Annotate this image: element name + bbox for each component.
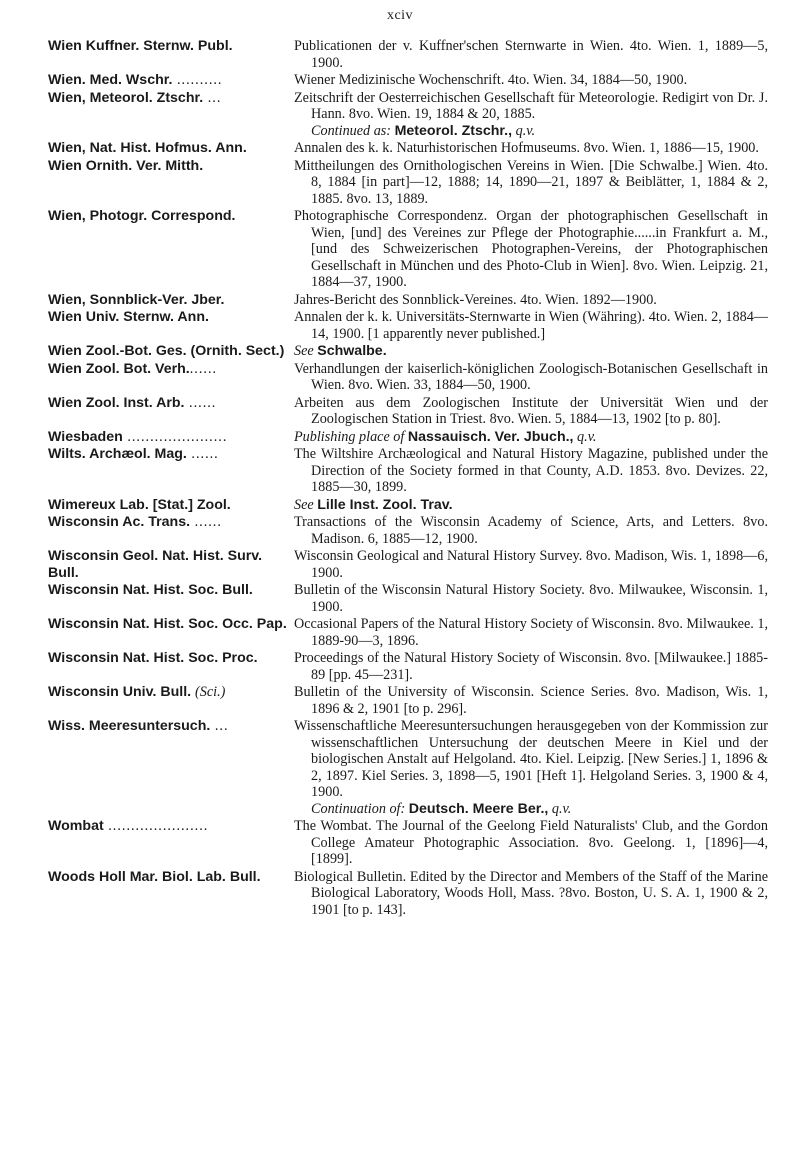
entry-abbreviation: Wisconsin Univ. Bull. (Sci.) — [48, 684, 226, 700]
entry-description: Verhandlungen der kaiserlich-königlichen Zoologisch-Botanischen Gesellschaft in Wien. 8vo. Wien. 33, 1884—50, 1900. — [294, 360, 768, 393]
entry-abbreviation: Wisconsin Nat. Hist. Soc. Proc. — [48, 650, 258, 666]
entry-description: The Wiltshire Archæological and Natural History Magazine, published under the Direction of the Society formed in that County, A.D. 1853. 8vo. Devizes. 22, 1885—30, 1899. — [294, 446, 768, 495]
entry-description: Annalen der k. k. Universitäts-Sternwarte in Wien (Währing). 4to. Wien. 2, 1884—14, 1900. [1 apparently never published.] — [294, 309, 768, 342]
entry-abbreviation: Wiesbaden ...................... — [48, 428, 228, 445]
entry-description: Proceedings of the Natural History Society of Wisconsin. 8vo. [Milwaukee.] 1885-89 [pp. 45—231]. — [294, 650, 768, 683]
entry-abbreviation: Wien Univ. Sternw. Ann. — [48, 309, 209, 325]
entry-description: Occasional Papers of the Natural History Society of Wisconsin. 8vo. Milwaukee. 1, 1889-90—3, 1896. — [294, 616, 768, 649]
entry-description: Biological Bulletin. Edited by the Director and Members of the Staff of the Marine Biological Laboratory, Woods Holl, Mass. ?8vo. Boston, U. S. A. 1, 1900 & 2, 1901 [to p. 143]. — [294, 868, 768, 918]
bibliography-entry — [48, 72, 768, 89]
entry-abbreviation: Wien. Med. Wschr. .......... — [48, 72, 223, 88]
bibliography-entry — [48, 208, 768, 291]
bibliography-entry — [48, 429, 768, 446]
entry-abbreviation: Wisconsin Nat. Hist. Soc. Occ. Pap. — [48, 616, 287, 632]
entry-description: The Wombat. The Journal of the Geelong Field Naturalists' Club, and the Gordon College Amateur Photographic Association. 8vo. Geelong. 1, [1896]—4, [1899]. — [294, 818, 768, 867]
bibliography-entry — [48, 818, 768, 868]
entry-abbreviation: Wimereux Lab. [Stat.] Zool. — [48, 496, 231, 513]
entry-abbreviation: Wien, Photogr. Correspond. — [48, 208, 236, 224]
entry-description: Bulletin of the University of Wisconsin. Science Series. 8vo. Madison, Wis. 1, 1896 & 2, 1901 [to p. 296]. — [294, 684, 768, 717]
entry-description: Bulletin of the Wisconsin Natural History Society. 8vo. Milwaukee, Wisconsin. 1, 1900. — [294, 582, 768, 615]
bibliography-entry — [48, 343, 768, 360]
entry-abbreviation: Wien Kuffner. Sternw. Publ. — [48, 38, 233, 54]
entry-abbreviation: Wiss. Meeresuntersuch. ... — [48, 718, 229, 734]
entry-description: Wisconsin Geological and Natural History Survey. 8vo. Madison, Wis. 1, 1898—6, 1900. — [294, 548, 768, 581]
entry-abbreviation: Wisconsin Geol. Nat. Hist. Surv. Bull. — [48, 548, 263, 581]
entry-description: Photographische Correspondenz. Organ der photographischen Gesellschaft in Wien, [und] des Vereines zur Pflege der Photographie......in Frankfurt a. M., [und des Schweizerischen Photographen-Vereins, der Photographischen Gesellschaft in München und des Photo-Club in Wien]. 8vo. Wien. Leipzig. 21, 1884—37, 1900. — [294, 208, 768, 290]
bibliography-entry — [48, 548, 768, 581]
entry-abbreviation: Wien Zool. Inst. Arb. ...... — [48, 394, 217, 411]
bibliography-entry — [48, 718, 768, 817]
entry-abbreviation: Woods Holl Mar. Biol. Lab. Bull. — [48, 868, 261, 885]
entry-description: Arbeiten aus dem Zoologischen Institute der Universität Wien und der Zoologischen Station in Triest. 8vo. Wien. 5, 1884—13, 1902 [to p. 80]. — [294, 394, 768, 427]
bibliography-entry — [48, 446, 768, 496]
bibliography-entry — [48, 869, 768, 919]
bibliography-entry — [48, 582, 768, 615]
entry-abbreviation: Wien Ornith. Ver. Mitth. — [48, 157, 204, 174]
bibliography-entry — [48, 292, 768, 309]
bibliography-entry — [48, 497, 768, 514]
bibliography-entry — [48, 158, 768, 208]
entry-abbreviation: Wilts. Archæol. Mag. ...... — [48, 446, 219, 462]
entry-description: See Schwalbe. — [294, 343, 387, 359]
entry-description: Publicationen der v. Kuffner'schen Sternwarte in Wien. 4to. Wien. 1, 1889—5, 1900. — [294, 38, 768, 71]
bibliography-list — [48, 38, 768, 919]
bibliography-entry — [48, 395, 768, 428]
bibliography-entry — [48, 38, 768, 71]
entry-description: See Lille Inst. Zool. Trav. — [294, 496, 453, 513]
bibliography-entry — [48, 650, 768, 683]
entry-abbreviation: Wien, Meteorol. Ztschr. ... — [48, 89, 222, 106]
bibliography-entry — [48, 309, 768, 342]
entry-description: Publishing place of Nassauisch. Ver. Jbuch., q.v. — [294, 428, 597, 445]
entry-abbreviation: Wisconsin Nat. Hist. Soc. Bull. — [48, 582, 253, 598]
entry-description: Mittheilungen des Ornithologischen Vereins in Wien. [Die Schwalbe.] Wien. 4to. 8, 1884 [in part]—12, 1888; 14, 1890—21, 1897 & Beiblätter, 1, 1884 & 2, 1885. 8vo. 13, 1889. — [294, 157, 768, 207]
bibliography-entry — [48, 361, 768, 394]
entry-abbreviation: Wien, Nat. Hist. Hofmus. Ann. — [48, 140, 247, 156]
entry-description: Annalen des k. k. Naturhistorischen Hofmuseums. 8vo. Wien. 1, 1886—15, 1900. — [294, 140, 759, 156]
page-number: xciv — [386, 8, 414, 23]
bibliography-entry — [48, 684, 768, 717]
entry-description: Jahres-Bericht des Sonnblick-Vereines. 4to. Wien. 1892—1900. — [294, 291, 657, 308]
bibliography-entry — [48, 90, 768, 140]
entry-abbreviation: Wien, Sonnblick-Ver. Jber. — [48, 291, 225, 308]
entry-abbreviation: Wisconsin Ac. Trans. ...... — [48, 514, 222, 530]
bibliography-entry — [48, 140, 768, 157]
entry-description: Transactions of the Wisconsin Academy of Science, Arts, and Letters. 8vo. Madison. 6, 1885—12, 1900. — [294, 514, 768, 547]
entry-abbreviation: Wien Zool. Bot. Verh....... — [48, 360, 218, 377]
entry-abbreviation: Wien Zool.-Bot. Ges. (Ornith. Sect.) — [48, 343, 285, 359]
entry-description: Zeitschrift der Oesterreichischen Gesellschaft für Meteorologie. Redigirt von Dr. J. Hann. 8vo. Wien. 19, 1884 & 20, 1885. Continued as: Meteorol. Ztschr., q.v. — [294, 89, 768, 139]
bibliography-entry — [48, 616, 768, 649]
entry-description: Wissenschaftliche Meeresuntersuchungen herausgegeben von der Kommission zur wissenschaftlichen Untersuchung der deutschen Meere in Kiel und der biologischen Anstalt auf Helgoland. 4to. Kiel. Leipzig. [New Series.] 1, 1896 & 2, 1897. Kiel Series. 3, 1898—5, 1901 [Heft 1]. Helgoland Series. 3, 1900 & 4, 1900. Continuation of: Deutsch. Meere Ber., q.v. — [294, 718, 768, 817]
entry-description: Wiener Medizinische Wochenschrift. 4to. Wien. 34, 1884—50, 1900. — [294, 72, 688, 88]
bibliography-entry — [48, 514, 768, 547]
entry-abbreviation: Wombat ...................... — [48, 818, 209, 834]
